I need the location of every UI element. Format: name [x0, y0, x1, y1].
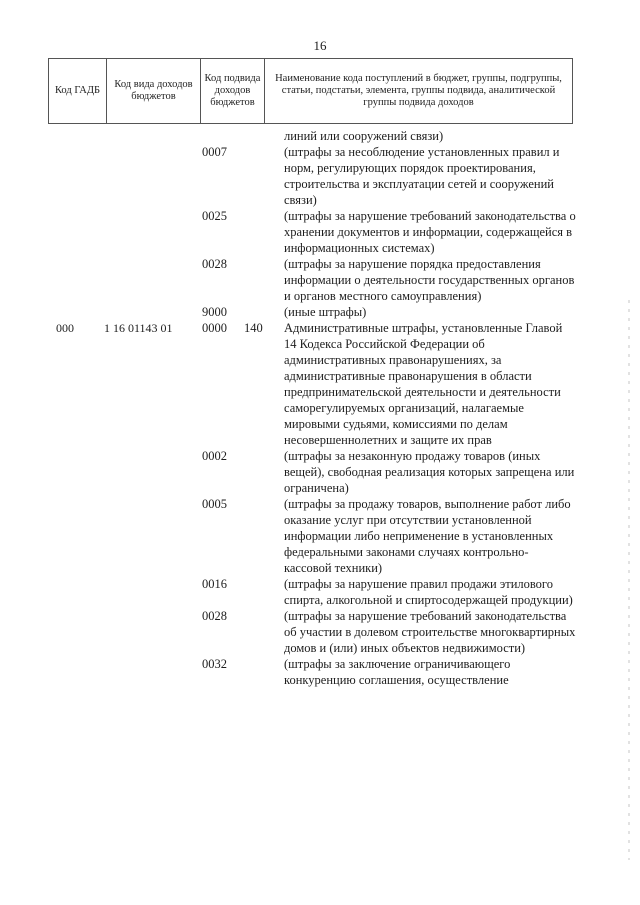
table-row: [48, 320, 588, 448]
table-row: [48, 128, 588, 144]
cell-description: (штрафы за заключение ограничивающего конкуренцию соглашения, осуществление: [284, 657, 511, 687]
cell-kind: 1 16 01143 01: [104, 321, 173, 335]
table-row: [48, 448, 588, 496]
cell-subkind: 0028: [202, 257, 227, 271]
cell-description: (штрафы за нарушение порядка предоставления информации о деятельности государственных органов и органов местного самоуправления): [284, 257, 575, 303]
table-row: [48, 304, 588, 320]
cell-description: линий или сооружений связи): [284, 129, 444, 143]
table-row: [48, 144, 588, 208]
cell-subkind: 0032: [202, 657, 227, 671]
cell-description: (штрафы за нарушение требований законодательства об участии в долевом строительстве многоквартирных домов и (или) иных объектов недвижимости): [284, 609, 576, 655]
table-row: [48, 656, 588, 688]
header-gadb: Код ГАДБ: [49, 59, 107, 124]
cell-subkind: 0007: [202, 145, 227, 159]
header-income-name: Наименование кода поступлений в бюджет, группы, подгруппы, статьи, подстатьи, элемента, группы подвида, аналитической группы подвида доходов: [265, 59, 573, 124]
cell-description: (штрафы за продажу товаров, выполнение работ либо оказание услуг при отсутствии установленной информации либо неприменение в установленных федеральными законами случаях контрольно-кассовой техники): [284, 497, 571, 575]
cell-subkind: 0025: [202, 209, 227, 223]
cell-gadb: 000: [56, 321, 74, 335]
cell-description: (штрафы за нарушение правил продажи этилового спирта, алкогольной и спиртосодержащей продукции): [284, 577, 573, 607]
table-row: [48, 576, 588, 608]
page-number: 16: [313, 38, 327, 53]
table-row: [48, 608, 588, 656]
cell-description: Административные штрафы, установленные Главой 14 Кодекса Российской Федерации об административных правонарушениях, за административные правонарушения в области предпринимательской деятельности и деятельности саморегулируемых организаций, налагаемые мировыми судьями, комиссиями по делам несовершеннолетних и защите их прав: [284, 321, 563, 447]
cell-description: (штрафы за нарушение требований законодательства о хранении документов и информации, содержащейся в информационных системах): [284, 209, 576, 255]
cell-description: (иные штрафы): [284, 305, 367, 319]
scan-edge-artifact: [628, 300, 630, 860]
cell-group: 140: [244, 321, 263, 335]
table-row: [48, 208, 588, 256]
header-income-subkind: Код подвида доходов бюджетов: [201, 59, 265, 124]
cell-description: (штрафы за несоблюдение установленных правил и норм, регулирующих порядок проектирования, строительства и эксплуатации сетей и сооружений связи): [284, 145, 560, 207]
cell-subkind: 0028: [202, 609, 227, 623]
table-header: [48, 58, 573, 124]
cell-subkind: 9000: [202, 305, 227, 319]
table-row: [48, 496, 588, 576]
table-body: [48, 128, 588, 688]
table-row: [48, 256, 588, 304]
cell-subkind: 0005: [202, 497, 227, 511]
cell-description: (штрафы за незаконную продажу товаров (иных вещей), свободная реализация которых запрещена или ограничена): [284, 449, 575, 495]
header-income-kind: Код вида доходов бюджетов: [107, 59, 201, 124]
cell-subkind: 0016: [202, 577, 227, 591]
cell-subkind: 0002: [202, 449, 227, 463]
cell-subkind: 0000: [202, 321, 227, 335]
